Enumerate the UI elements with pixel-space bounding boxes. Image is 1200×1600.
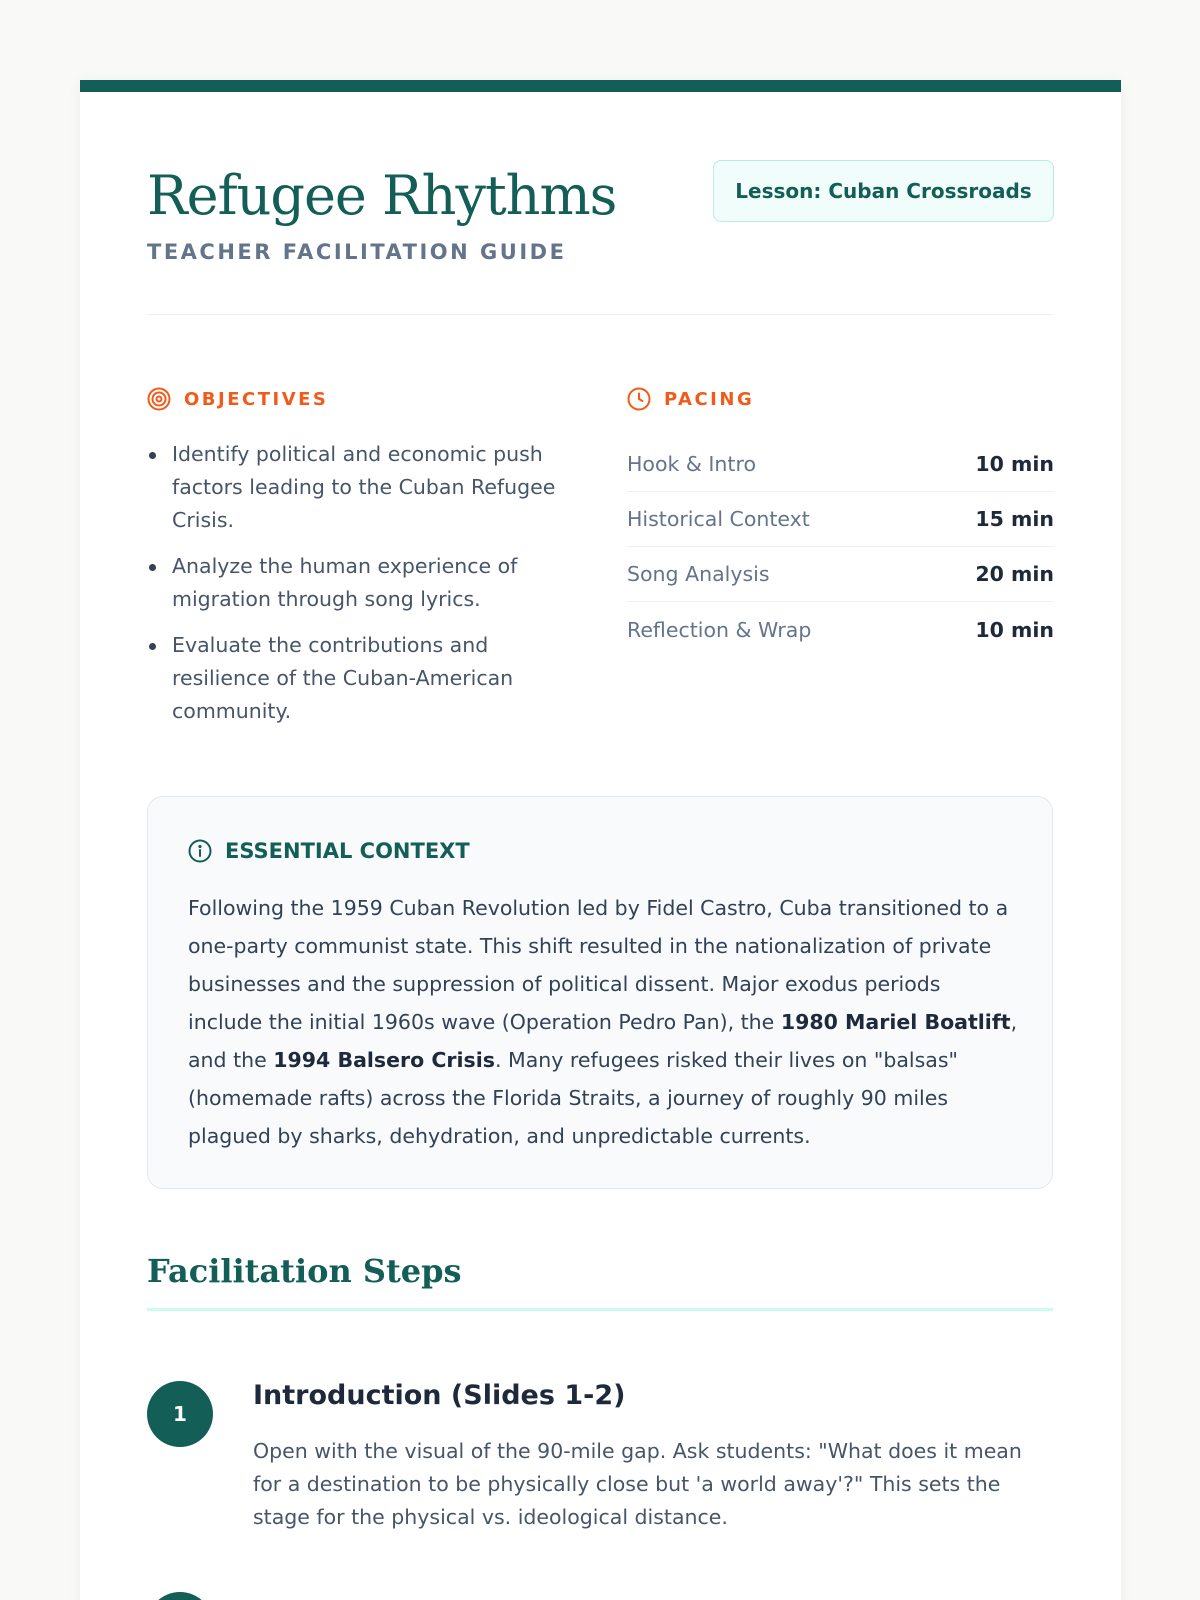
step-description: Open with the visual of the 90-mile gap. Ask students: "What does it mean for a destination to be physically close but 'a world away'?" This sets the stage for the physical vs. ideological distance. bbox=[253, 1439, 1022, 1529]
info-icon bbox=[188, 839, 212, 863]
objectives-heading bbox=[147, 387, 328, 411]
pacing-duration: 15 min bbox=[975, 507, 1054, 531]
context-paragraph bbox=[188, 889, 1018, 1155]
steps-heading: Facilitation Steps bbox=[147, 1252, 462, 1290]
pacing-activity: Historical Context bbox=[627, 507, 810, 531]
pacing-duration: 10 min bbox=[975, 617, 1054, 642]
context-text: . Many refugees risked their lives on "balsas" (homemade rafts) across the Florida Straits, a journey of roughly 90 miles plagued by sharks, dehydration, and unpredictable currents. bbox=[188, 1048, 958, 1148]
objectives-list bbox=[147, 438, 567, 741]
guide-card bbox=[80, 80, 1121, 1600]
pacing-heading-label: PACING bbox=[664, 388, 755, 410]
objective-item: Identify political and economic push factors leading to the Cuban Refugee Crisis. bbox=[147, 438, 567, 537]
pacing-duration: 10 min bbox=[975, 452, 1054, 476]
context-text: , and the bbox=[188, 1010, 1018, 1072]
objective-item: Analyze the human experience of migration through song lyrics. bbox=[147, 550, 567, 616]
context-heading bbox=[188, 839, 470, 863]
pacing-activity: Reflection & Wrap bbox=[627, 617, 812, 642]
step-number-badge bbox=[147, 1592, 213, 1600]
pacing-activity: Song Analysis bbox=[627, 562, 770, 586]
objective-item: Evaluate the contributions and resilience of the Cuban-American community. bbox=[147, 629, 567, 728]
context-highlight: 1994 Balsero Crisis bbox=[273, 1048, 495, 1072]
step-number-badge: 1 bbox=[147, 1381, 213, 1447]
lesson-badge: Lesson: Cuban Crossroads bbox=[713, 160, 1054, 222]
context-heading-label: ESSENTIAL CONTEXT bbox=[225, 839, 470, 863]
clock-icon bbox=[627, 387, 651, 411]
pacing-row bbox=[627, 547, 1054, 602]
pacing-row bbox=[627, 437, 1054, 492]
target-icon bbox=[147, 387, 171, 411]
pacing-activity: Hook & Intro bbox=[627, 452, 756, 476]
objectives-heading-label: OBJECTIVES bbox=[184, 388, 329, 410]
header-divider bbox=[147, 314, 1053, 315]
step-title: Introduction (Slides 1-2) bbox=[253, 1380, 626, 1411]
page-subtitle: TEACHER FACILITATION GUIDE bbox=[147, 240, 567, 264]
pacing-table bbox=[627, 437, 1054, 657]
pacing-duration: 20 min bbox=[975, 562, 1054, 586]
pacing-heading bbox=[627, 387, 754, 411]
page-title: Refugee Rhythms bbox=[147, 164, 617, 227]
steps-divider bbox=[147, 1308, 1053, 1311]
pacing-row bbox=[627, 602, 1054, 657]
essential-context-box bbox=[147, 796, 1053, 1189]
context-text: Following the 1959 Cuban Revolution led by Fidel Castro, Cuba transitioned to a one-party communist state. This shift resulted in the nationalization of private businesses and the suppression of political dissent. Major exodus periods include the initial 1960s wave (Operation Pedro Pan), the bbox=[188, 896, 1009, 1034]
pacing-row bbox=[627, 492, 1054, 547]
context-highlight: 1980 Mariel Boatlift bbox=[780, 1010, 1011, 1034]
